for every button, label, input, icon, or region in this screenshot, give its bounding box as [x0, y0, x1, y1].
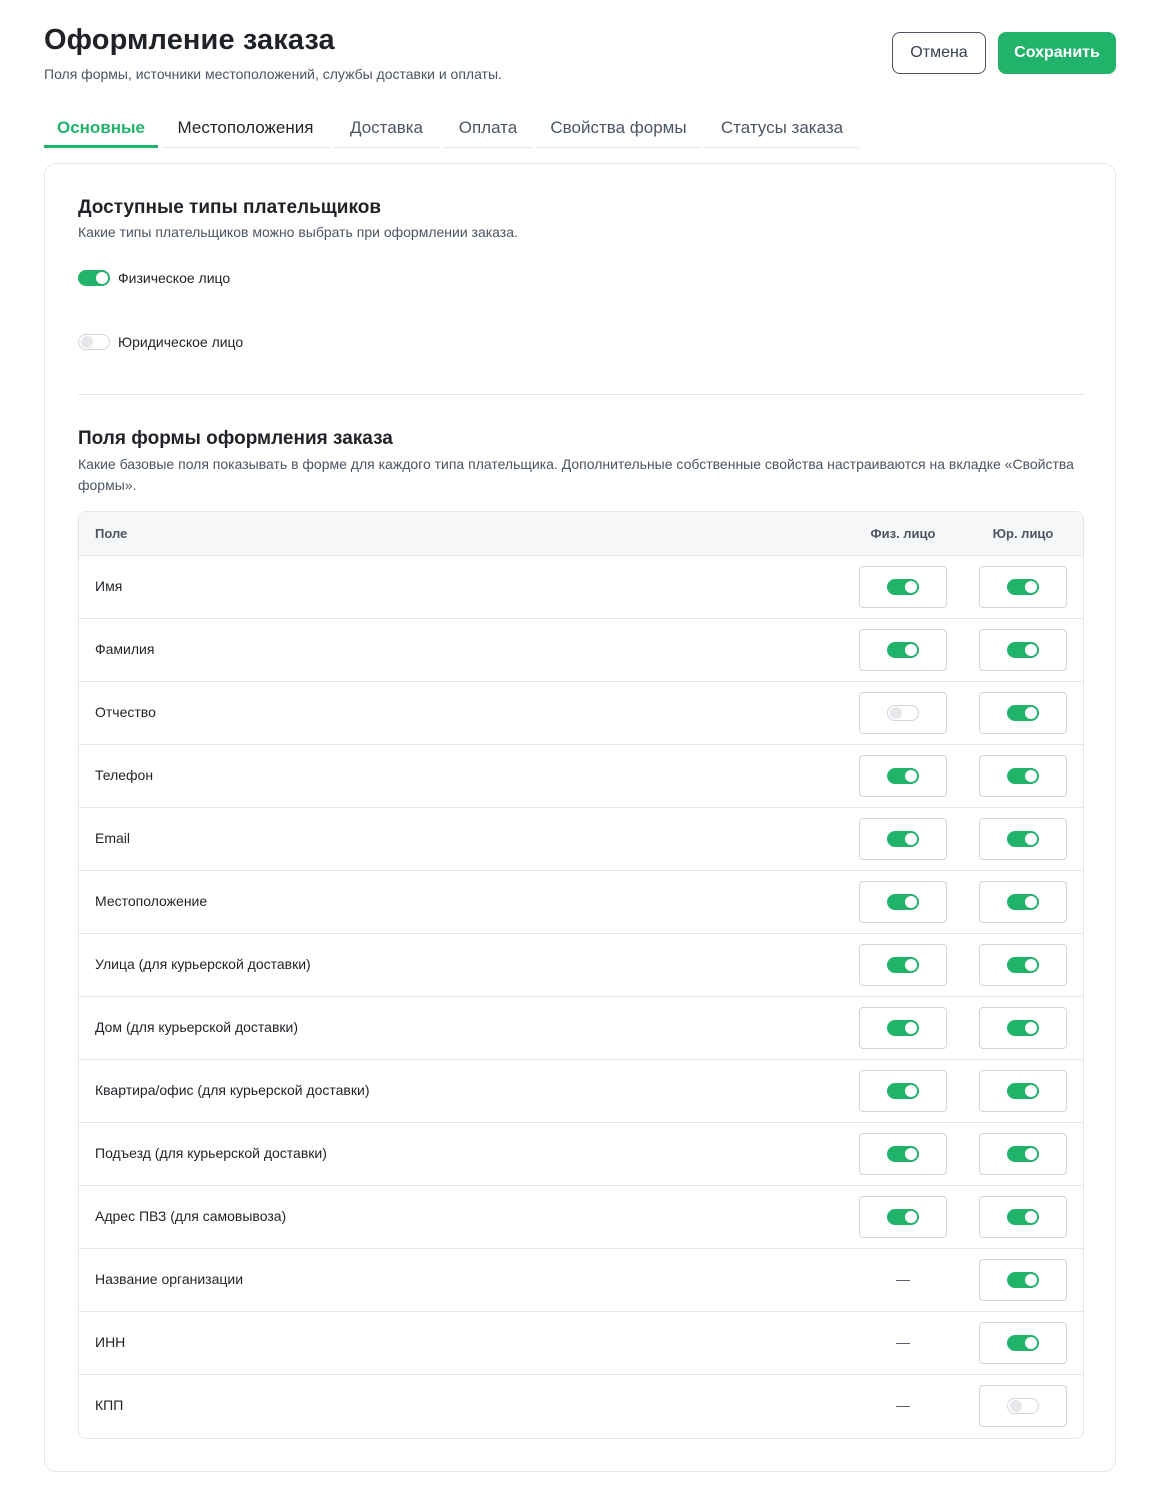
- physical-field-toggle[interactable]: [887, 957, 919, 973]
- physical-field-toggle[interactable]: [887, 894, 919, 910]
- juridical-toggle-cell[interactable]: [979, 629, 1067, 671]
- toggle-knob: [905, 644, 917, 656]
- not-applicable-dash: —: [896, 1397, 910, 1413]
- juridical-toggle-cell[interactable]: [979, 1259, 1067, 1301]
- toggle-knob: [905, 959, 917, 971]
- physical-field-toggle[interactable]: [887, 768, 919, 784]
- toggle-knob: [1025, 770, 1037, 782]
- tab-form-properties[interactable]: Свойства формы: [536, 106, 701, 148]
- table-row: [79, 1060, 1083, 1123]
- toggle-knob: [1025, 1337, 1037, 1349]
- physical-toggle-cell[interactable]: [859, 1196, 947, 1238]
- toggle-knob: [1025, 1022, 1037, 1034]
- cancel-button[interactable]: Отмена: [892, 32, 986, 74]
- field-label: Адрес ПВЗ (для самовывоза): [95, 1208, 287, 1224]
- toggle-knob: [905, 770, 917, 782]
- column-header-physical: Физ. лицо: [870, 526, 936, 541]
- form-fields-description: Какие базовые поля показывать в форме для каждого типа плательщика. Дополнительные собственные свойства настраиваются на вкладке «Свойства формы».: [78, 456, 1074, 493]
- toggle-knob: [1025, 1274, 1037, 1286]
- table-body: [79, 556, 1083, 1438]
- table-row: [79, 934, 1083, 997]
- form-fields-title: Поля формы оформления заказа: [78, 428, 393, 449]
- payer-types-title: Доступные типы плательщиков: [78, 197, 382, 218]
- field-label: Название организации: [95, 1271, 244, 1287]
- payer-type-juridical-toggle[interactable]: [78, 334, 110, 350]
- juridical-toggle-cell[interactable]: [979, 944, 1067, 986]
- toggle-knob: [905, 1022, 917, 1034]
- physical-toggle-cell[interactable]: [859, 881, 947, 923]
- toggle-knob: [905, 1085, 917, 1097]
- toggle-knob: [1025, 896, 1037, 908]
- juridical-field-toggle[interactable]: [1007, 1398, 1039, 1414]
- juridical-field-toggle[interactable]: [1007, 768, 1039, 784]
- table-row: [79, 682, 1083, 745]
- physical-toggle-cell[interactable]: [859, 944, 947, 986]
- table-row: [79, 1186, 1083, 1249]
- juridical-toggle-cell[interactable]: [979, 1007, 1067, 1049]
- toggle-knob: [96, 272, 108, 284]
- juridical-toggle-cell[interactable]: [979, 566, 1067, 608]
- juridical-toggle-cell[interactable]: [979, 1322, 1067, 1364]
- table-header: [79, 512, 1083, 556]
- field-label: ИНН: [95, 1334, 126, 1350]
- field-label: Имя: [95, 578, 123, 594]
- column-header-juridical: Юр. лицо: [992, 526, 1054, 541]
- page-header: [44, 24, 1116, 84]
- field-label: Телефон: [95, 767, 154, 783]
- table-row: [79, 1249, 1083, 1312]
- toggle-knob: [905, 581, 917, 593]
- tab-locations[interactable]: Местоположения: [162, 106, 329, 148]
- tab-delivery[interactable]: Доставка: [333, 106, 440, 148]
- toggle-knob: [81, 336, 93, 348]
- header-actions: [892, 32, 1116, 74]
- payer-type-physical-toggle[interactable]: [78, 270, 110, 286]
- juridical-field-toggle[interactable]: [1007, 957, 1039, 973]
- juridical-field-toggle[interactable]: [1007, 1083, 1039, 1099]
- not-applicable-dash: —: [896, 1334, 910, 1350]
- tab-general[interactable]: Основные: [44, 106, 158, 148]
- field-label: Отчество: [95, 704, 156, 720]
- juridical-toggle-cell[interactable]: [979, 1196, 1067, 1238]
- table-row: [79, 1312, 1083, 1375]
- table-row: [79, 745, 1083, 808]
- table-row: [79, 871, 1083, 934]
- juridical-field-toggle[interactable]: [1007, 1335, 1039, 1351]
- physical-toggle-cell[interactable]: [859, 1070, 947, 1112]
- physical-field-toggle[interactable]: [887, 1146, 919, 1162]
- juridical-field-toggle[interactable]: [1007, 1209, 1039, 1225]
- table-row: [79, 808, 1083, 871]
- toggle-knob: [1025, 833, 1037, 845]
- field-label: Дом (для курьерской доставки): [95, 1019, 299, 1035]
- toggle-knob: [905, 833, 917, 845]
- physical-field-toggle[interactable]: [887, 705, 919, 721]
- toggle-knob: [1025, 1148, 1037, 1160]
- juridical-toggle-cell[interactable]: [979, 692, 1067, 734]
- field-label: Фамилия: [95, 641, 155, 657]
- table-row: [79, 1375, 1083, 1438]
- toggle-knob: [1025, 959, 1037, 971]
- physical-toggle-cell[interactable]: [859, 1133, 947, 1175]
- physical-toggle-cell[interactable]: [859, 566, 947, 608]
- physical-toggle-cell[interactable]: [859, 755, 947, 797]
- settings-card: [44, 163, 1116, 1472]
- juridical-field-toggle[interactable]: [1007, 579, 1039, 595]
- juridical-field-toggle[interactable]: [1007, 1146, 1039, 1162]
- juridical-field-toggle[interactable]: [1007, 831, 1039, 847]
- juridical-toggle-cell[interactable]: [979, 818, 1067, 860]
- table-row: [79, 556, 1083, 619]
- tab-order-statuses[interactable]: Статусы заказа: [705, 106, 859, 148]
- juridical-field-toggle[interactable]: [1007, 642, 1039, 658]
- section-divider: [78, 394, 1084, 395]
- physical-field-toggle[interactable]: [887, 579, 919, 595]
- payer-type-row: [78, 270, 230, 286]
- field-label: Email: [95, 830, 131, 846]
- field-label: Местоположение: [95, 893, 208, 909]
- tab-bar: [44, 106, 863, 148]
- page-subtitle: Поля формы, источники местоположений, службы доставки и оплаты.: [44, 66, 502, 82]
- juridical-field-toggle[interactable]: [1007, 1272, 1039, 1288]
- physical-field-toggle[interactable]: [887, 1209, 919, 1225]
- payer-type-label: Юридическое лицо: [118, 334, 244, 350]
- form-fields-table: [78, 511, 1084, 1439]
- toggle-knob: [905, 896, 917, 908]
- juridical-toggle-cell[interactable]: [979, 1385, 1067, 1427]
- juridical-toggle-cell[interactable]: [979, 755, 1067, 797]
- physical-field-toggle[interactable]: [887, 1020, 919, 1036]
- column-header-field: Поле: [95, 526, 128, 541]
- juridical-field-toggle[interactable]: [1007, 894, 1039, 910]
- field-label: Квартира/офис (для курьерской доставки): [95, 1082, 370, 1098]
- juridical-toggle-cell[interactable]: [979, 1070, 1067, 1112]
- toggle-knob: [1025, 1085, 1037, 1097]
- table-row: [79, 1123, 1083, 1186]
- table-row: [79, 619, 1083, 682]
- not-applicable-dash: —: [896, 1271, 910, 1287]
- field-label: Улица (для курьерской доставки): [95, 956, 311, 972]
- physical-toggle-cell[interactable]: [859, 1007, 947, 1049]
- field-label: КПП: [95, 1397, 124, 1413]
- physical-toggle-cell[interactable]: [859, 818, 947, 860]
- juridical-field-toggle[interactable]: [1007, 1020, 1039, 1036]
- save-button[interactable]: Сохранить: [998, 32, 1116, 74]
- juridical-field-toggle[interactable]: [1007, 705, 1039, 721]
- juridical-toggle-cell[interactable]: [979, 881, 1067, 923]
- physical-field-toggle[interactable]: [887, 1083, 919, 1099]
- toggle-knob: [905, 1148, 917, 1160]
- toggle-knob: [1025, 707, 1037, 719]
- table-row: [79, 997, 1083, 1060]
- toggle-knob: [1025, 581, 1037, 593]
- physical-toggle-cell[interactable]: [859, 629, 947, 671]
- physical-field-toggle[interactable]: [887, 831, 919, 847]
- toggle-knob: [890, 707, 902, 719]
- page-title: Оформление заказа: [44, 24, 335, 56]
- payer-types-description: Какие типы плательщиков можно выбрать при оформлении заказа.: [78, 224, 518, 240]
- physical-toggle-cell[interactable]: [859, 692, 947, 734]
- toggle-knob: [1025, 1211, 1037, 1223]
- payer-type-row: [78, 334, 243, 350]
- field-label: Подъезд (для курьерской доставки): [95, 1145, 327, 1161]
- toggle-knob: [1010, 1400, 1022, 1412]
- payer-type-label: Физическое лицо: [118, 270, 231, 286]
- tab-payment[interactable]: Оплата: [444, 106, 532, 148]
- physical-field-toggle[interactable]: [887, 642, 919, 658]
- toggle-knob: [1025, 644, 1037, 656]
- juridical-toggle-cell[interactable]: [979, 1133, 1067, 1175]
- toggle-knob: [905, 1211, 917, 1223]
